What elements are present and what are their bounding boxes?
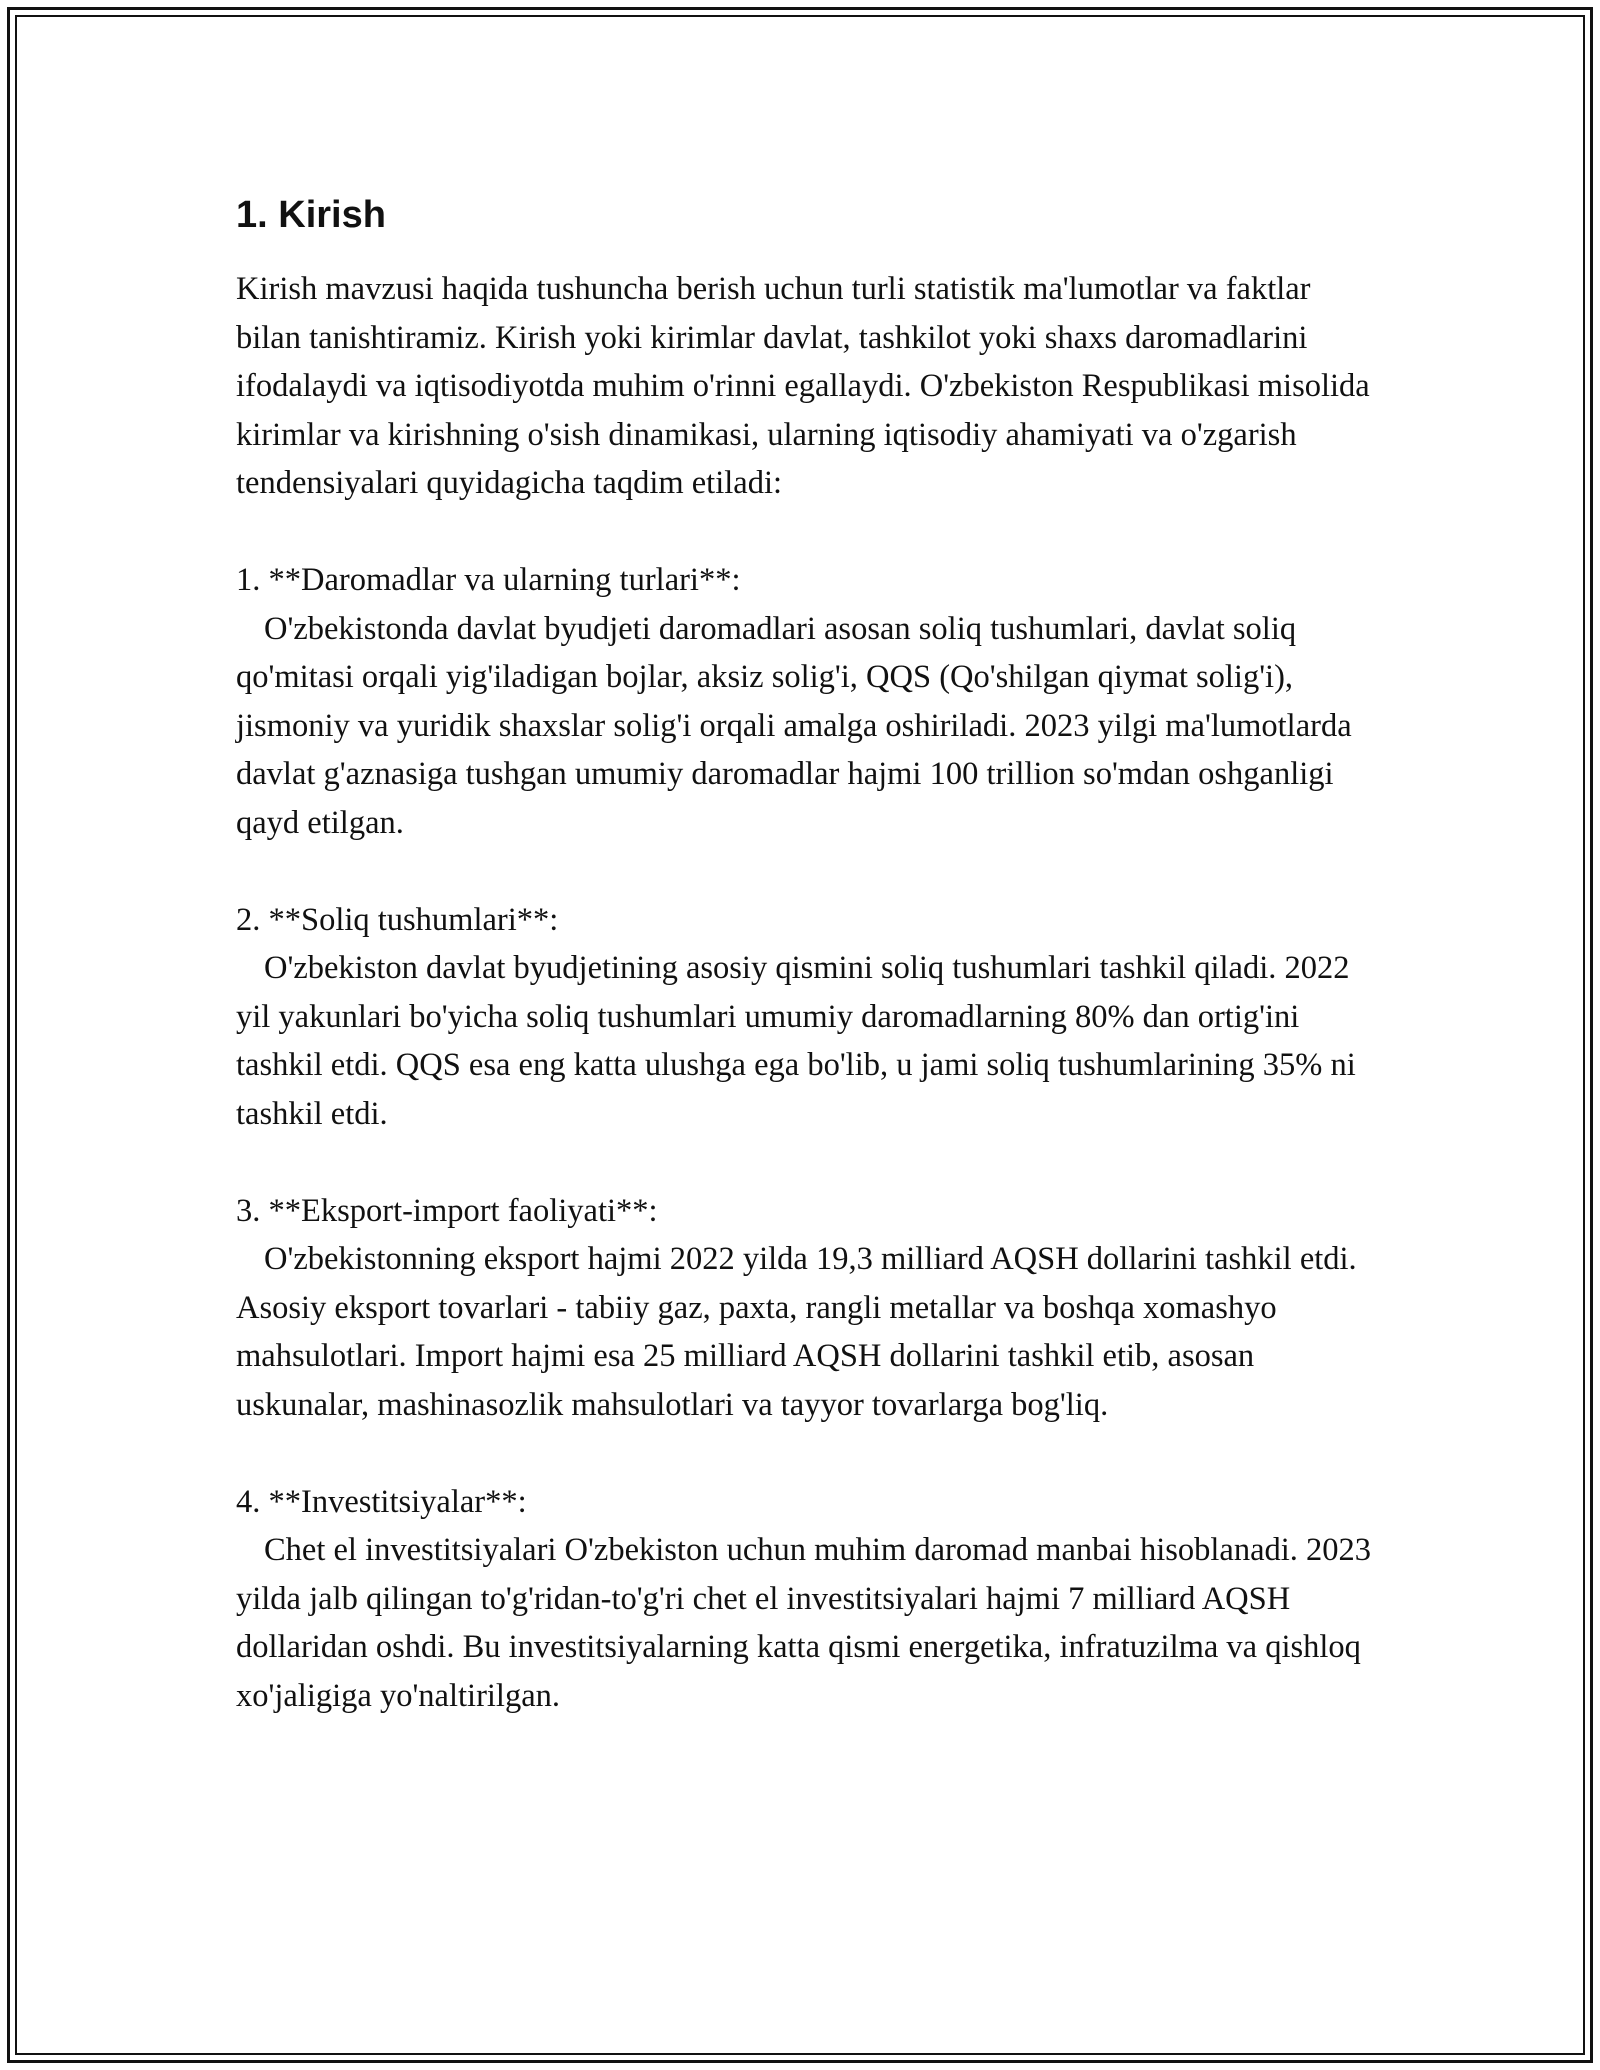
section-daromadlar <box>236 556 1376 847</box>
section-title: 1. **Daromadlar va ularning turlari**: <box>236 562 741 598</box>
section-heading: 1. Kirish <box>236 194 386 236</box>
section-text: O'zbekistonning eksport hajmi 2022 yilda 19,3 milliard AQSH dollarini tashkil etdi. Asosiy eksport tovarlari - tabiiy gaz, paxta, rangli metallar va boshqa xomashyo mahsulotlari. Import hajmi esa 25 milliard AQSH dollarini tashkil etib, asosan uskunalar, mashinasozlik mahsulotlari va tayyor tovarlarga bog'liq. <box>236 1241 1357 1423</box>
section-title: 4. **Investitsiyalar**: <box>236 1483 527 1520</box>
section-title: 2. **Soliq tushumlari**: <box>236 901 559 938</box>
section-investitsiyalar <box>236 1478 1376 1721</box>
section-title: 3. **Eksport-import faoliyati**: <box>236 1192 658 1229</box>
section-eksport-import <box>236 1187 1376 1430</box>
section-soliq <box>236 896 1376 1139</box>
section-text: Chet el investitsiyalari O'zbekiston uchun muhim daromad manbai hisoblanadi. 2023 yilda jalb qilingan to'g'ridan-to'g'ri chet el investitsiyalari hajmi 7 milliard AQSH dollaridan oshdi. Bu investitsiyalarning katta qismi energetika, infratuzilma va qishloq xo'jaligiga yo'naltirilgan. <box>236 1532 1372 1714</box>
document-page <box>236 185 1376 1720</box>
section-text: O'zbekistonda davlat byudjeti daromadlari asosan soliq tushumlari, davlat soliq qo'mitasi orqali yig'iladigan bojlar, aksiz solig'i, QQS (Qo'shilgan qiymat solig'i), jismoniy va yuridik shaxslar solig'i orqali amalga oshiriladi. 2023 yilgi ma'lumotlarda davlat g'aznasiga tushgan umumiy daromadlar hajmi 100 trillion so'mdan oshganligi qayd etilgan. <box>236 610 1352 841</box>
intro-paragraph: Kirish mavzusi haqida tushuncha berish uchun turli statistik ma'lumotlar va faktlar bilan tanishtiramiz. Kirish yoki kirimlar davlat, tashkilot yoki shaxs daromadlarini ifodalaydi va iqtisodiyotda muhim o'rinni egallaydi. O'zbekiston Respublikasi misolida kirimlar va kirishning o'sish dinamikasi, ularning iqtisodiy ahamiyati va o'zgarish tendensiyalari quyidagicha taqdim etiladi: <box>236 271 1370 501</box>
section-text: O'zbekiston davlat byudjetining asosiy qismini soliq tushumlari tashkil qiladi. 2022 yil yakunlari bo'yicha soliq tushumlari umumiy daromadlarning 80% dan ortig'ini tashkil etdi. QQS esa eng katta ulushga ega bo'lib, u jami soliq tushumlarining 35% ni tashkil etdi. <box>236 950 1356 1132</box>
